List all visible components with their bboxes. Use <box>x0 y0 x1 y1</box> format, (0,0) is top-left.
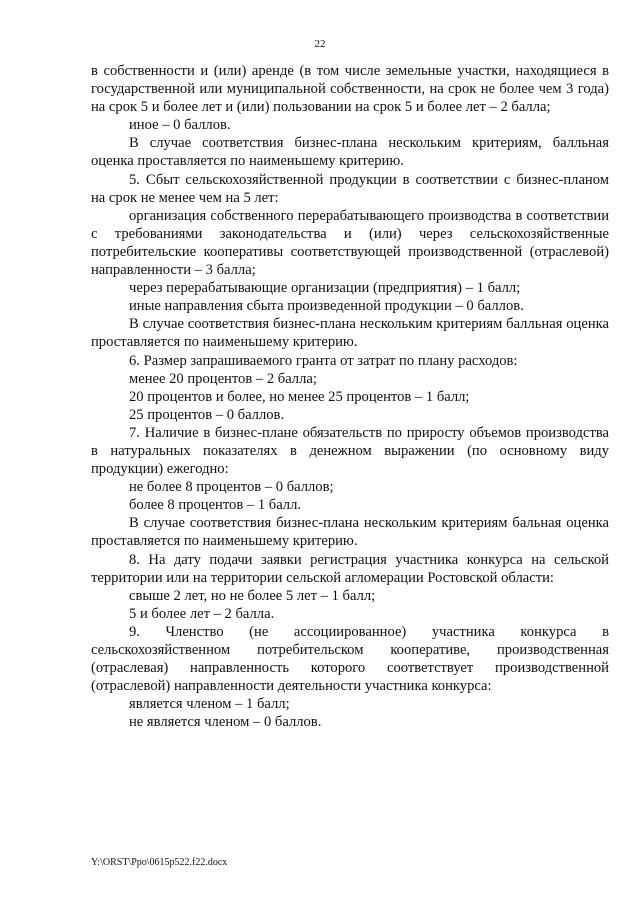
paragraph: является членом – 1 балл; <box>129 696 290 713</box>
paragraph: 9. Членство (не ассоциированное) участника конкурса в сельскохозяйственном потребительском кооперативе, производственная (отраслевая) направленность которого соответствует производственной (отраслевой) направленности деятельности участника конкурса: <box>91 623 609 695</box>
paragraph: в собственности и (или) аренде (в том числе земельные участки, находящиеся в государственной или муниципальной собственности, на срок не более чем 3 года) на срок 5 и более лет и (или) пользовании на срок 5 и более лет – 2 балла; <box>91 63 609 116</box>
paragraph: В случае соответствия бизнес-плана нескольким критериям балльная оценка проставляется по наименьшему критерию. <box>91 316 609 351</box>
paragraph: свыше 2 лет, но не более 5 лет – 1 балл; <box>129 587 376 604</box>
paragraph: 25 процентов – 0 баллов. <box>129 406 285 423</box>
paragraph: иное – 0 баллов. <box>129 117 231 134</box>
paragraph: 20 процентов и более, но менее 25 процентов – 1 балл; <box>129 388 470 405</box>
paragraph: 5 и более лет – 2 балла. <box>129 605 275 622</box>
footer-file-path: Y:\ORST\Ppo\0615p522.f22.docx <box>91 857 228 868</box>
paragraph: В случае соответствия бизнес-плана нескольким критериям бальная оценка проставляется по наименьшему критерию. <box>91 515 609 550</box>
paragraph: 5. Сбыт сельскохозяйственной продукции в соответствии с бизнес-планом на срок не менее чем на 5 лет: <box>91 171 609 206</box>
paragraph: не является членом – 0 баллов. <box>129 714 322 731</box>
paragraph: В случае соответствия бизнес-плана нескольким критериям, балльная оценка проставляется по наименьшему критерию. <box>91 135 609 170</box>
document-body <box>91 62 609 731</box>
paragraph: 7. Наличие в бизнес-плане обязательств по приросту объемов производства в натуральных показателях в денежном выражении (по основному виду продукции) ежегодно: <box>91 424 609 478</box>
paragraph: 6. Размер запрашиваемого гранта от затрат по плану расходов: <box>129 352 518 369</box>
paragraph: менее 20 процентов – 2 балла; <box>129 370 317 387</box>
paragraph: 8. На дату подачи заявки регистрация участника конкурса на сельской территории или на территории сельской агломерации Ростовской области: <box>91 551 609 586</box>
page-number: 22 <box>314 38 326 50</box>
paragraph: через перерабатывающие организации (предприятия) – 1 балл; <box>129 280 521 297</box>
paragraph: организация собственного перерабатывающего производства в соответствии с требованиями законодательства и (или) через сельскохозяйственные потребительские кооперативы соответствующей производственной (отраслевой) направленности – 3 балла; <box>91 207 609 279</box>
paragraph: более 8 процентов – 1 балл. <box>129 497 302 514</box>
paragraph: не более 8 процентов – 0 баллов; <box>129 479 334 496</box>
paragraph: иные направления сбыта произведенной продукции – 0 баллов. <box>129 298 524 315</box>
